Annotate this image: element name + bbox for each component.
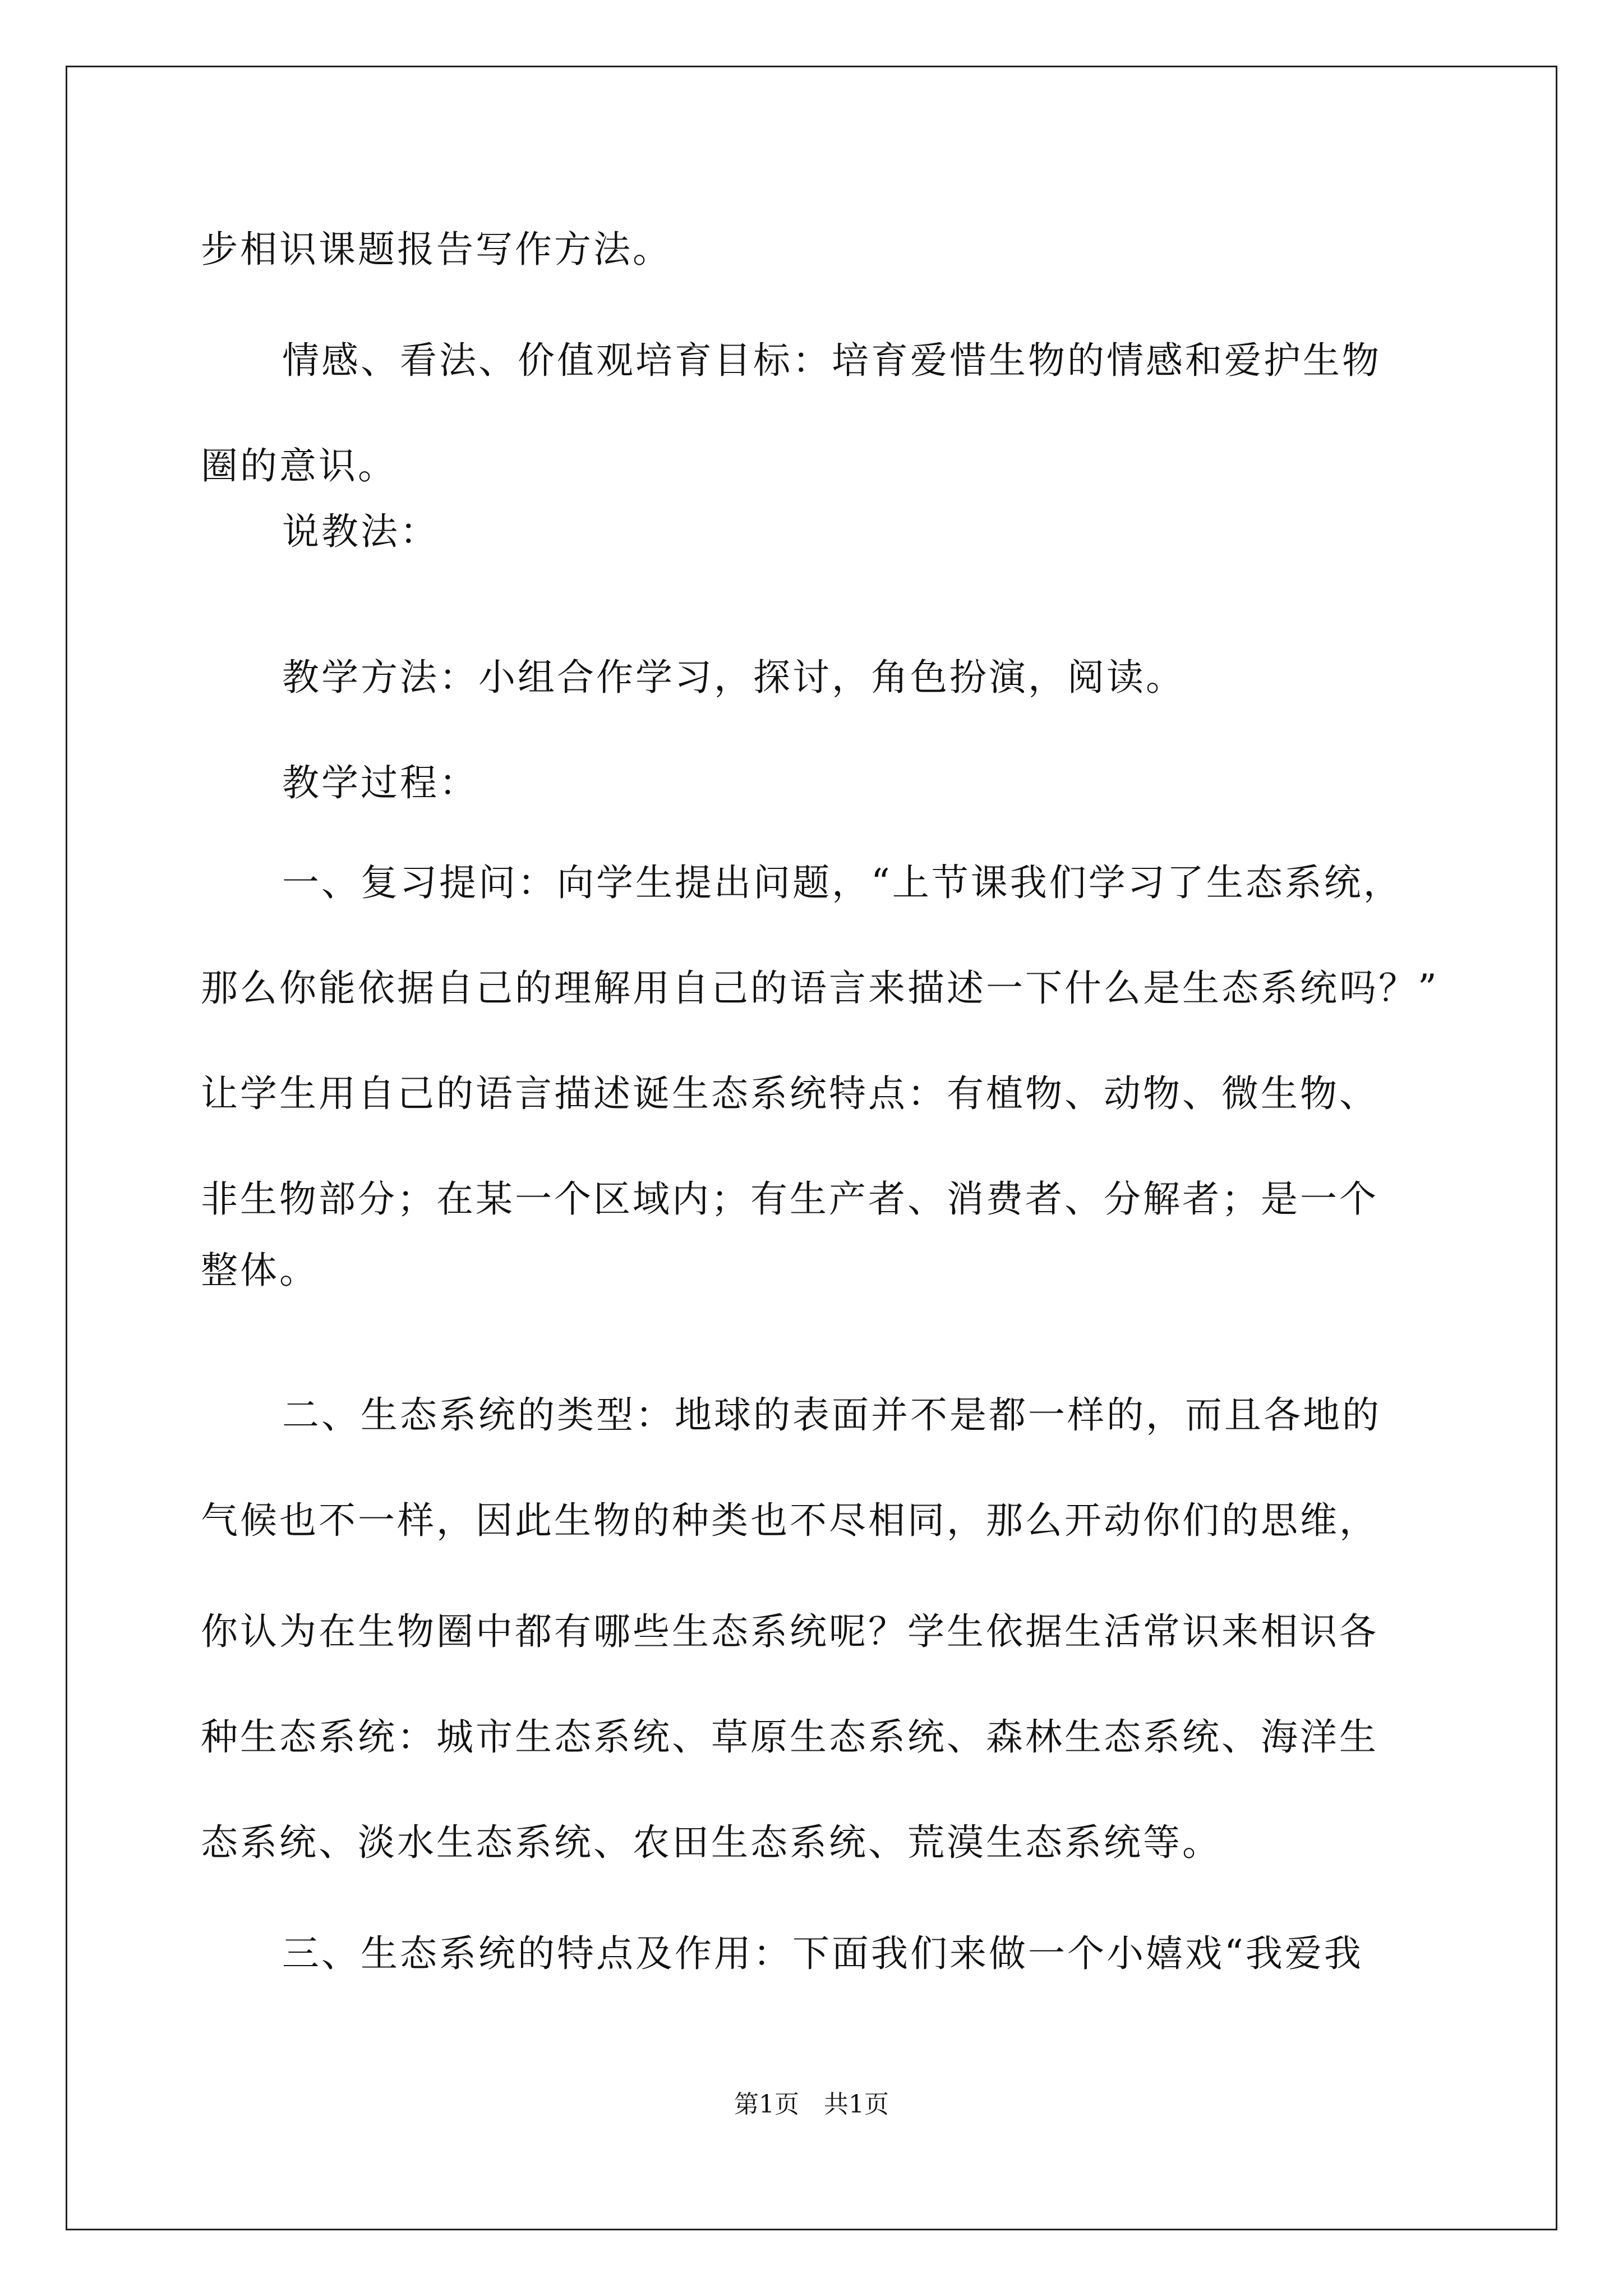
text-line: 整体。 [201, 1249, 319, 1292]
text-line: 步相识课题报告写作方法。 [201, 228, 672, 271]
text-line: 二、生态系统的类型：地球的表面并不是都一样的，而且各地的 [282, 1393, 1381, 1437]
text-line: 情感、看法、价值观培育目标：培育爱惜生物的情感和爱护生物 [282, 339, 1381, 382]
text-line: 态系统、淡水生态系统、农田生态系统、荒漠生态系统等。 [201, 1821, 1221, 1864]
text-line: 让学生用自己的语言描述诞生态系统特点：有植物、动物、微生物、 [201, 1072, 1378, 1115]
text-line: 圈的意识。 [201, 444, 397, 487]
text-line: 一、复习提问：向学生提出问题，“上节课我们学习了生态系统， [282, 861, 1403, 904]
text-line: 种生态系统：城市生态系统、草原生态系统、森林生态系统、海洋生 [201, 1715, 1378, 1759]
text-line: 那么你能依据自己的理解用自己的语言来描述一下什么是生态系统吗？” [201, 967, 1439, 1010]
text-line: 说教法： [282, 510, 439, 553]
page-border [66, 66, 1557, 2230]
page-footer: 第1页 共1页 [734, 2090, 889, 2119]
text-line: 教学方法：小组合作学习，探讨，角色扮演，阅读。 [282, 656, 1185, 699]
text-line: 三、生态系统的特点及作用：下面我们来做一个小嬉戏“我爱我 [282, 1932, 1363, 1975]
text-line: 气候也不一样，因此生物的种类也不尽相同，那么开动你们的思维， [201, 1499, 1378, 1542]
text-line: 教学过程： [282, 761, 478, 804]
text-line: 非生物部分；在某一个区域内；有生产者、消费者、分解者；是一个 [201, 1177, 1378, 1221]
text-line: 你认为在生物圈中都有哪些生态系统呢？学生依据生活常识来相识各 [201, 1610, 1378, 1653]
